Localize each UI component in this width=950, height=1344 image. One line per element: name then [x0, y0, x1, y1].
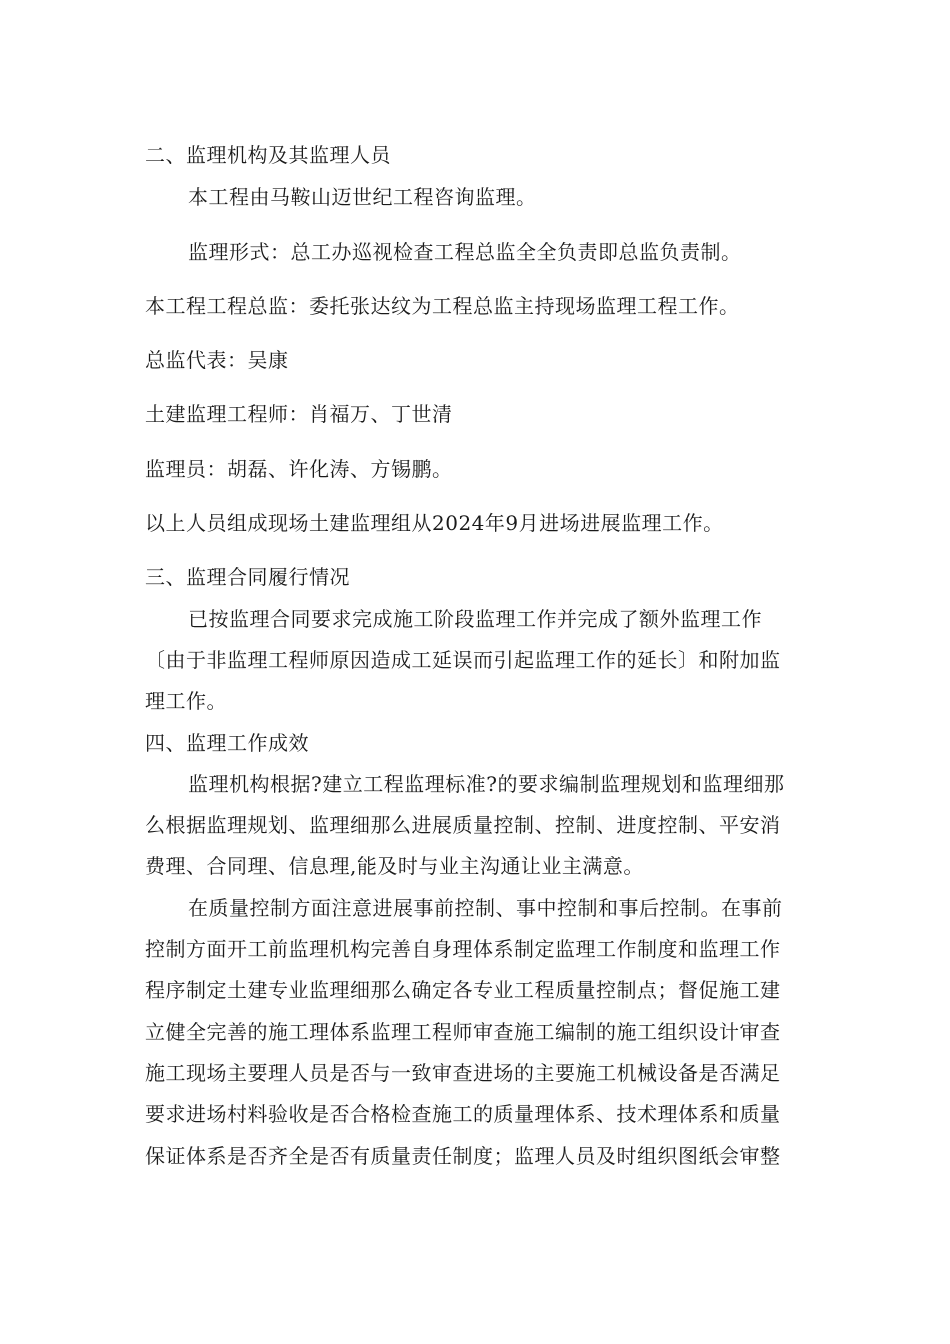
section-heading-work-results: 四、监理工作成效 [145, 731, 309, 755]
paragraph-line: 本工程工程总监：委托张达纹为工程总监主持现场监理工程工作。 [145, 294, 740, 318]
paragraph-line: 理工作。 [145, 689, 227, 713]
paragraph-line: 监理员：胡磊、许化涛、方锡鹏。 [145, 457, 453, 481]
paragraph-line: 监理机构根据?建立工程监理标准?的要求编制监理规划和监理细那 [188, 772, 785, 796]
paragraph-line: 〔由于非监理工程师原因造成工延误而引起监理工作的延长〕和附加监 [145, 648, 781, 672]
section-heading-supervision-organization: 二、监理机构及其监理人员 [145, 143, 391, 167]
paragraph-line: 保证体系是否齐全是否有质量责任制度；监理人员及时组织图纸会审整 [145, 1144, 781, 1168]
paragraph-line: 费理、合同理、信息理,能及时与业主沟通让业主满意。 [145, 854, 644, 878]
paragraph-line: 施工现场主要理人员是否与一致审查进场的主要施工机械设备是否满足 [145, 1061, 781, 1085]
paragraph-line: 总监代表：吴康 [145, 348, 289, 372]
paragraph-line: 本工程由马鞍山迈世纪工程咨询监理。 [188, 185, 537, 209]
paragraph-line: 在质量控制方面注意进展事前控制、事中控制和事后控制。在事前 [188, 896, 783, 920]
paragraph-line: 监理形式：总工办巡视检查工程总监全全负责即总监负责制。 [188, 240, 742, 264]
paragraph-line: 程序制定土建专业监理细那么确定各专业工程质量控制点；督促施工建 [145, 978, 781, 1002]
section-heading-contract-performance: 三、监理合同履行情况 [145, 565, 350, 589]
paragraph-line: 土建监理工程师：肖福万、丁世清 [145, 402, 453, 426]
paragraph-line: 控制方面开工前监理机构完善自身理体系制定监理工作制度和监理工作 [145, 937, 781, 961]
paragraph-line: 么根据监理规划、监理细那么进展质量控制、控制、进度控制、平安消 [145, 813, 781, 837]
paragraph-line: 要求进场村料验收是否合格检查施工的质量理体系、技术理体系和质量 [145, 1102, 781, 1126]
paragraph-line: 已按监理合同要求完成施工阶段监理工作并完成了额外监理工作 [188, 607, 762, 631]
paragraph-line: 立健全完善的施工理体系监理工程师审查施工编制的施工组织设计审查 [145, 1020, 781, 1044]
paragraph-line: 以上人员组成现场土建监理组从2024年9月进场进展监理工作。 [145, 511, 724, 535]
